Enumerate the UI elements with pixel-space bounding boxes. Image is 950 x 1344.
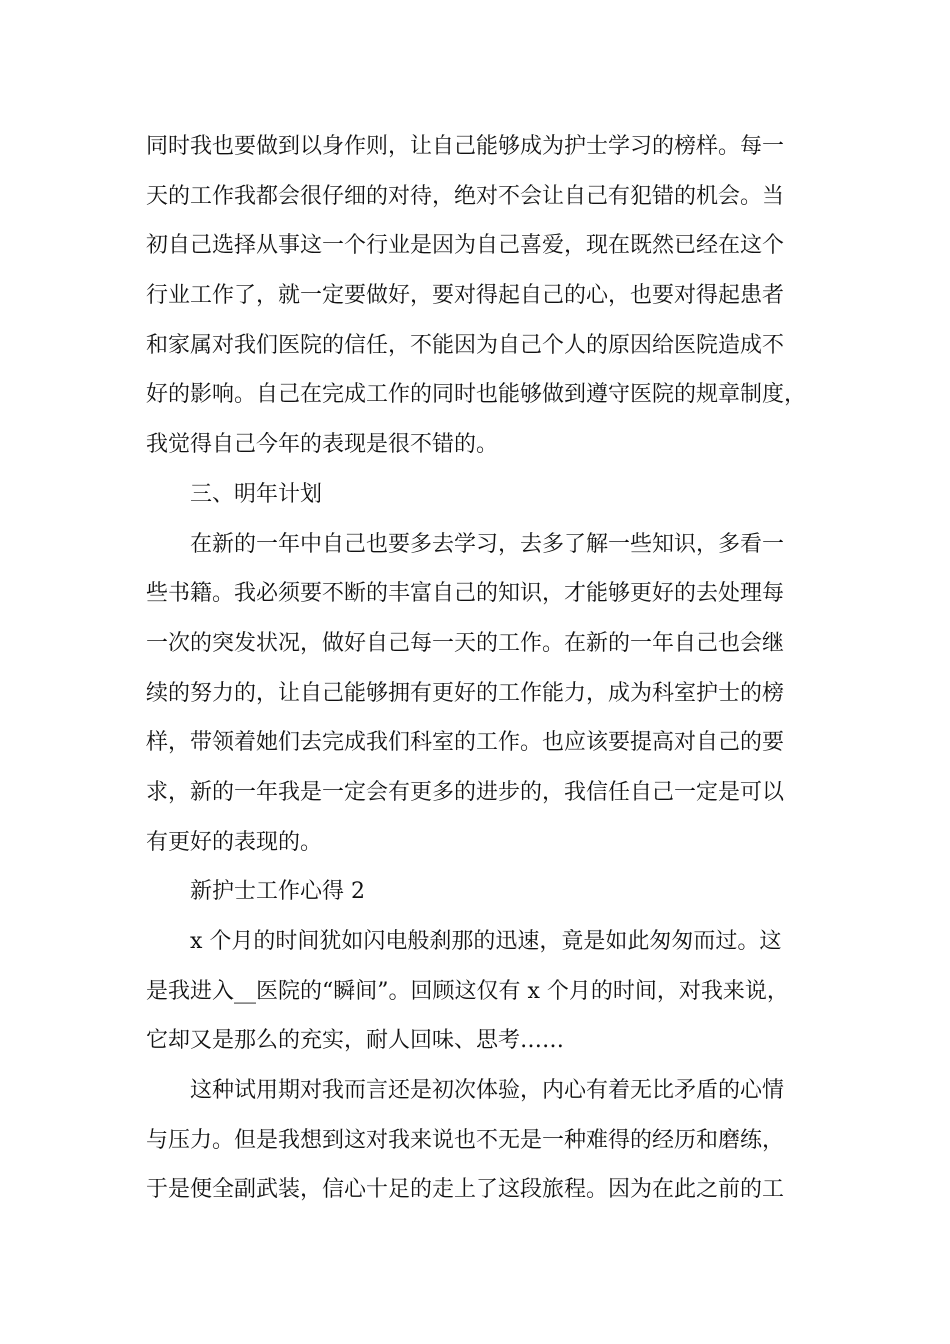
text-line: 于是便全副武装，信心十足的走上了这段旅程。因为在此之前的工 bbox=[146, 1177, 785, 1203]
text-line: 行业工作了，就一定要做好，要对得起自己的心，也要对得起患者 bbox=[146, 283, 785, 309]
text-line: x 个月的时间犹如闪电般刹那的迅速，竟是如此匆匆而过。这 bbox=[190, 929, 782, 954]
text-line: 与压力。但是我想到这对我来说也不无是一种难得的经历和磨练， bbox=[146, 1127, 785, 1153]
text-line: 初自己选择从事这一个行业是因为自己喜爱，现在既然已经在这个 bbox=[146, 233, 785, 259]
text-line: 求，新的一年我是一定会有更多的进步的，我信任自己一定是可以 bbox=[146, 779, 785, 805]
text-line: 些书籍。我必须要不断的丰富自己的知识，才能够更好的去处理每 bbox=[146, 581, 785, 607]
text-line: 和家属对我们医院的信任，不能因为自己个人的原因给医院造成不 bbox=[146, 332, 785, 358]
text-line: 有更好的表现的。 bbox=[146, 829, 323, 855]
text-line: 天的工作我都会很仔细的对待，绝对不会让自己有犯错的机会。当 bbox=[146, 183, 785, 209]
text-line: 续的努力的，让自己能够拥有更好的工作能力，成为科室护士的榜 bbox=[146, 680, 785, 706]
text-line: 一次的突发状况，做好自己每一天的工作。在新的一年自己也会继 bbox=[146, 630, 785, 656]
text-line: 它却又是那么的充实，耐人回味、思考…… bbox=[146, 1028, 565, 1054]
text-line: 三、明年计划 bbox=[190, 481, 323, 507]
document-body bbox=[146, 122, 826, 1215]
text-line: 这种试用期对我而言还是初次体验，内心有着无比矛盾的心情 bbox=[190, 1078, 785, 1104]
text-line: 在新的一年中自己也要多去学习，去多了解一些知识，多看一 bbox=[190, 531, 785, 557]
text-line: 同时我也要做到以身作则，让自己能够成为护士学习的榜样。每一 bbox=[146, 134, 785, 159]
text-line: 是我进入__医院的“瞬间”。回顾这仅有 x 个月的时间，对我来说， bbox=[146, 978, 789, 1004]
text-line: 新护士工作心得 2 bbox=[190, 879, 365, 905]
text-line: 好的影响。自己在完成工作的同时也能够做到遵守医院的规章制度， bbox=[146, 382, 807, 408]
text-line: 样，带领着她们去完成我们科室的工作。也应该要提高对自己的要 bbox=[146, 730, 785, 756]
text-line: 我觉得自己今年的表现是很不错的。 bbox=[146, 432, 499, 458]
